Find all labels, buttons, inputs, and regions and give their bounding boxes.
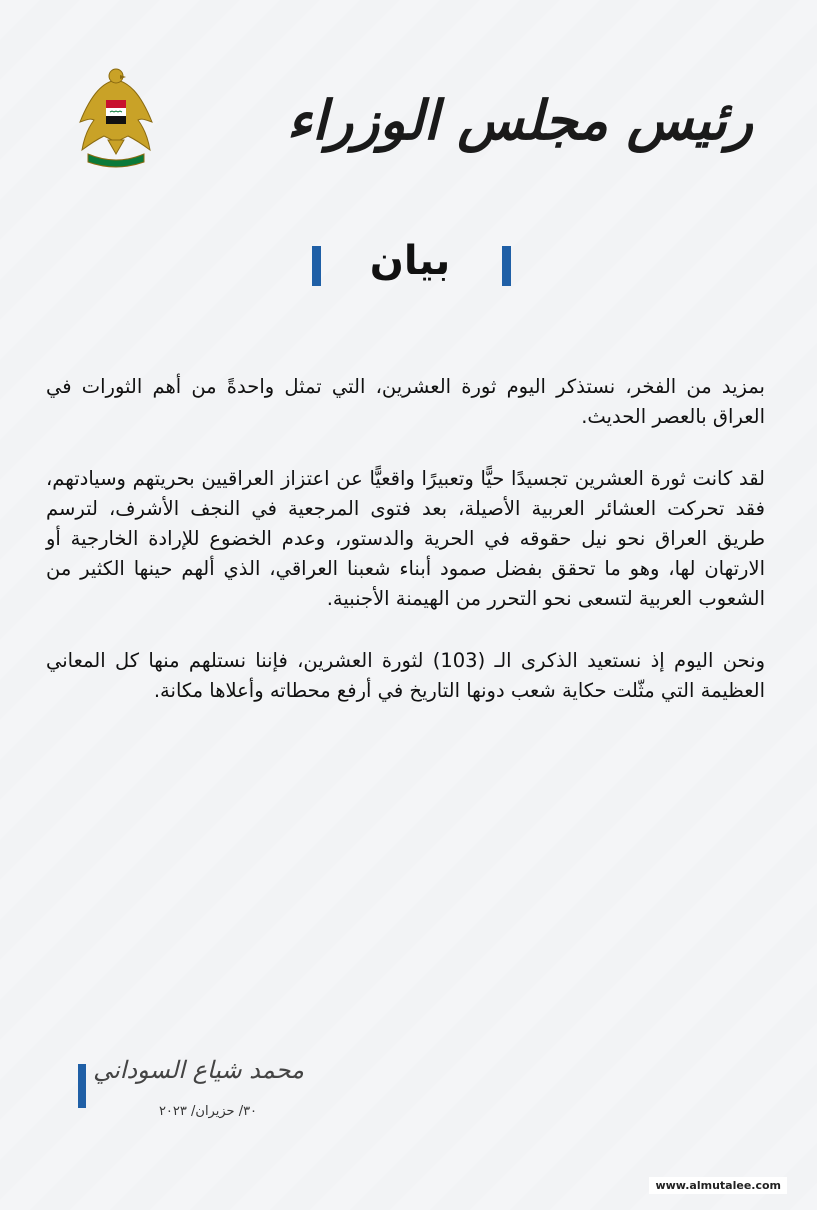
eagle-icon [74,62,158,174]
heading-bar-left [312,246,321,286]
statement-date: ٣٠/ حزيران/ ٢٠٢٣ [158,1104,258,1119]
signature-bar [78,1064,86,1108]
paragraph-2: لقد كانت ثورة العشرين تجسيدًا حيًّا وتعبيرًا واقعيًّا عن اعتزاز العراقيين بحريتهم وسيادتهم، فقد تحركت العشائر العربية الأصيلة، بعد فتوى المرجعية في النجف الأشرف، لترسم طريق العراق نحو نيل حقوقه في الحرية والدستور، وعدم الخضوع للإرادة الخارجية أو الارتهان لها، وهو ما تحقق بفضل صمود أبناء شعبنا العراقي، الذي ألهم حينها الكثير من الشعوب العربية لتسعى نحو التحرر من الهيمنة الأجنبية. [46,467,765,610]
website-watermark: www.almutalee.com [649,1177,787,1194]
signature-block [78,1052,318,1132]
signature-name: محمد شياع السوداني [93,1056,304,1084]
paragraph-3: ونحن اليوم إذ نستعيد الذكرى الـ (103) لثورة العشرين، فإننا نستلهم منها كل المعاني العظيمة التي مثّلت حكاية شعب دونها التاريخ في أرفع محطاته وأعلاها مكانة. [46,649,765,702]
prime-minister-title: رئيس مجلس الوزراء [286,88,753,152]
coat-of-arms-emblem [74,62,158,174]
heading-bar-right [502,246,511,286]
statement-heading-row [0,238,817,288]
paragraph-1: بمزيد من الفخر، نستذكر اليوم ثورة العشرين، التي تمثل واحدةً من أهم الثورات في العراق بالعصر الحديث. [46,375,765,428]
statement-body [46,372,765,738]
statement-heading: بيان [369,238,451,284]
